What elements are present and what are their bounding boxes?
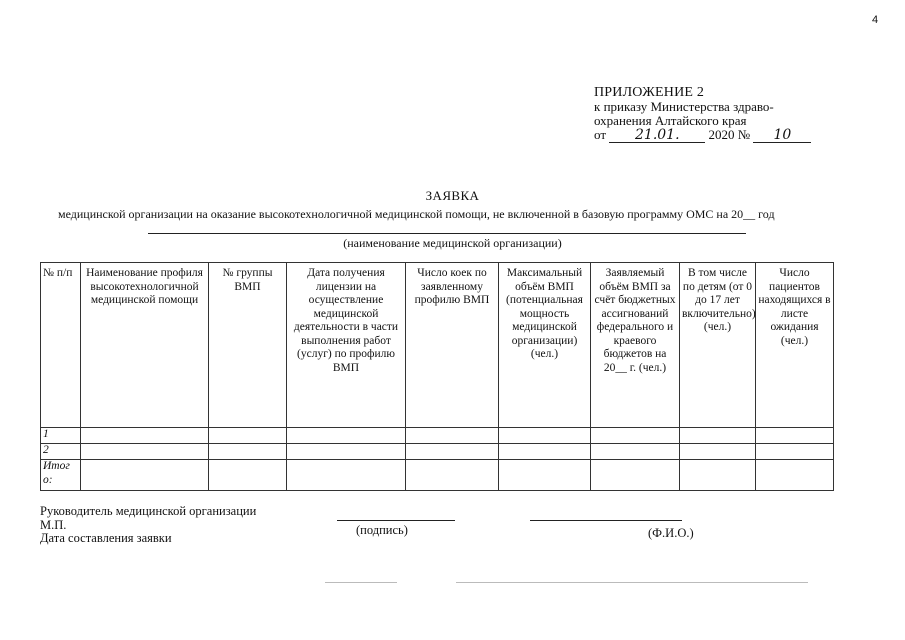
scan-artifact-line: [456, 582, 808, 583]
total-label: Итого:: [41, 460, 81, 491]
table-row: [41, 444, 834, 460]
organization-name-line: [148, 233, 746, 234]
number-field: [753, 128, 811, 143]
table-total-row: [41, 460, 834, 491]
appendix-line-2: охранения Алтайского края: [594, 113, 747, 128]
row-number: 1: [41, 428, 81, 444]
signature-block: [40, 505, 256, 546]
appendix-title: ПРИЛОЖЕНИЕ 2: [594, 85, 705, 100]
col-header-max-volume: Максимальный объём ВМП (потенциальная мощность медицинской организации) (чел.): [499, 263, 591, 428]
signature-line: [337, 520, 455, 521]
handwritten-number: 10: [773, 127, 792, 143]
date-field: [609, 128, 705, 143]
appendix-line-1: к приказу Министерства здраво-: [594, 99, 774, 114]
date-label: Дата составления заявки: [40, 531, 172, 545]
col-header-children: В том числе по детям (от 0 до 17 лет включительно) (чел.): [680, 263, 756, 428]
table-row: [41, 428, 834, 444]
col-header-group: № группы ВМП: [209, 263, 287, 428]
row-number: 2: [41, 444, 81, 460]
signature-caption: (подпись): [356, 523, 408, 537]
col-header-requested-volume: Заявляемый объём ВМП за счёт бюджетных ассигнований федерального и краевого бюджетов на 20__ г. (чел.): [591, 263, 680, 428]
document-title: ЗАЯВКА: [425, 188, 480, 203]
page-number: 4: [872, 14, 879, 26]
appendix-date-line: [594, 128, 811, 143]
col-header-waiting-list: Число пациентов находящихся в листе ожидания (чел.): [756, 263, 834, 428]
handwritten-date: 21.01.: [635, 127, 680, 143]
col-header-number: № п/п: [41, 263, 81, 428]
date-prefix: от: [594, 127, 607, 142]
col-header-license-date: Дата получения лицензии на осуществление медицинской деятельности в части выполнения работ (услуг) по профилю ВМП: [287, 263, 406, 428]
organization-caption: (наименование медицинской организации): [343, 236, 562, 250]
head-label: Руководитель медицинской организации: [40, 504, 257, 518]
table-header-row: [41, 263, 834, 428]
fio-line: [530, 520, 682, 521]
fio-caption: (Ф.И.О.): [648, 526, 694, 540]
appendix-block: [594, 86, 811, 143]
document-subtitle: медицинской организации на оказание высокотехнологичной медицинской помощи, не включенной в базовую программу ОМС на 20__ год: [58, 207, 775, 221]
col-header-profile: Наименование профиля высокотехнологичной медицинской помощи: [81, 263, 209, 428]
scan-artifact-line: [325, 582, 397, 583]
col-header-beds: Число коек по заявленному профилю ВМП: [406, 263, 499, 428]
application-table: [40, 262, 834, 491]
year: 2020: [708, 127, 735, 142]
number-sign: №: [737, 127, 751, 142]
stamp-label: М.П.: [40, 517, 67, 532]
